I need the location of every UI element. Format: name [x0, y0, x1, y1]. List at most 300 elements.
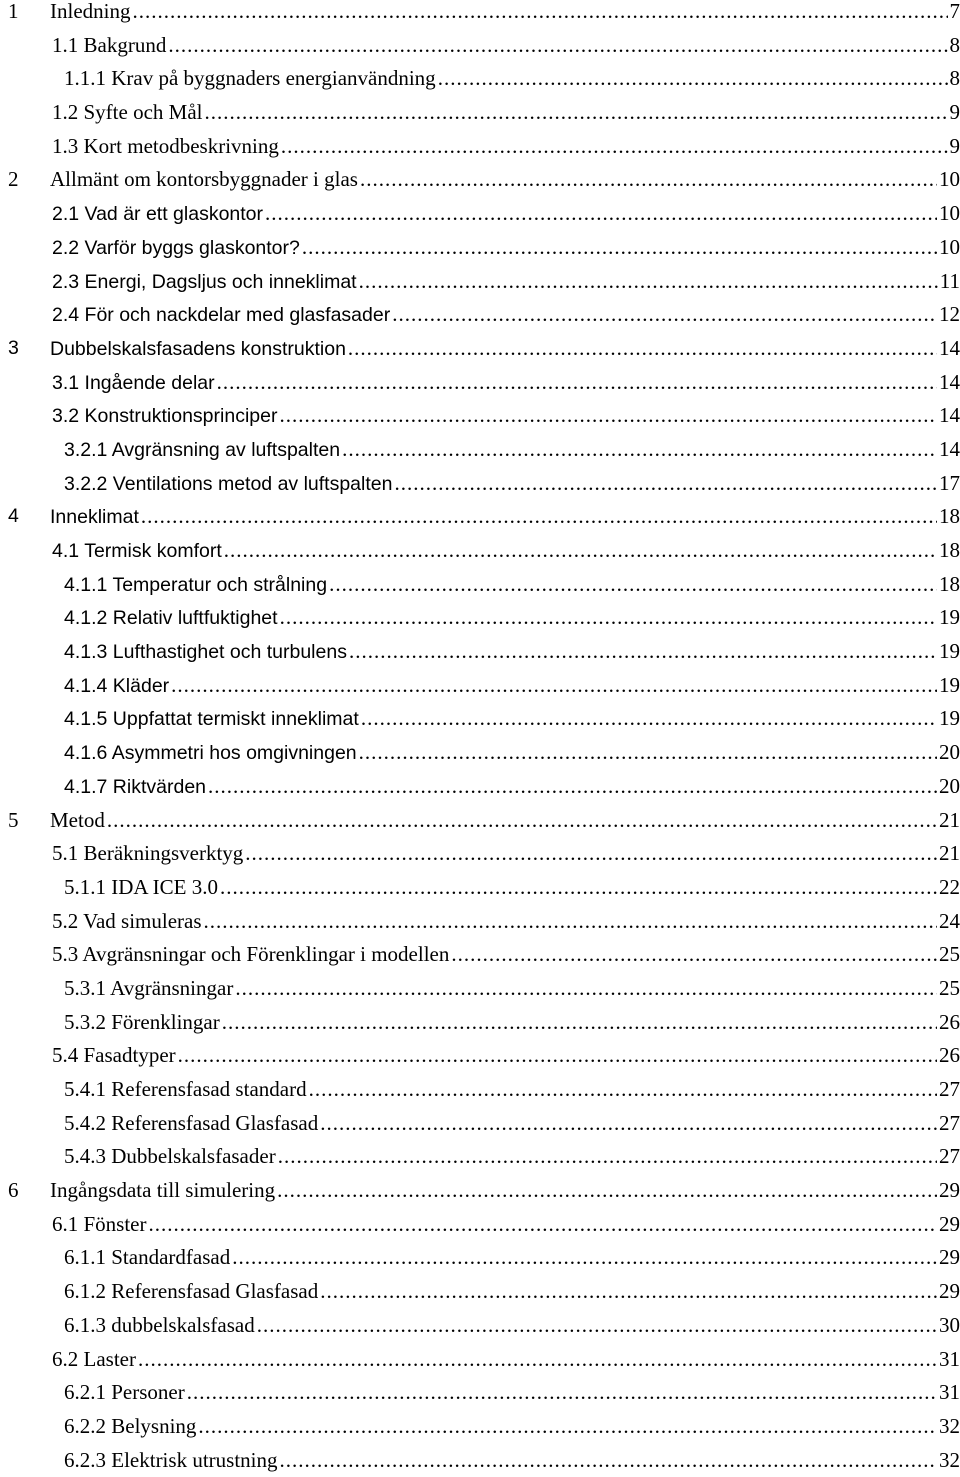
toc-page-number: 29	[937, 1241, 960, 1275]
toc-page-number: 19	[937, 669, 960, 703]
toc-entry-line	[64, 62, 960, 96]
toc-page-number: 20	[937, 770, 960, 804]
toc-page-number: 17	[937, 467, 960, 501]
toc-entry-title	[52, 96, 204, 130]
toc-entry[interactable]	[0, 96, 960, 130]
toc-entry-number: 4.1.7	[64, 776, 107, 798]
toc-entry-title	[64, 468, 394, 502]
toc-leader-dots	[204, 96, 947, 130]
toc-entry-number: 1.3	[52, 134, 78, 158]
toc-page-number: 14	[937, 399, 960, 433]
toc-entry[interactable]	[0, 1208, 960, 1242]
toc-page-number: 25	[937, 938, 960, 972]
toc-entry-title	[64, 1006, 222, 1040]
toc-leader-dots	[394, 467, 937, 501]
toc-entry-title	[64, 1107, 320, 1141]
toc-entry[interactable]	[0, 601, 960, 635]
toc-entry-number: 5.4.3	[64, 1144, 106, 1168]
toc-page-number: 20	[937, 736, 960, 770]
toc-entry-title-text: Temperatur och strålning	[112, 574, 327, 596]
toc-entry-title-text: Dubbelskalsfasader	[111, 1144, 275, 1168]
toc-entry-line	[64, 1410, 960, 1444]
toc-entry-title-text: Ingående delar	[85, 372, 215, 394]
toc-entry-title	[52, 1208, 149, 1242]
toc-entry-line	[50, 0, 960, 29]
toc-leader-dots	[309, 1073, 937, 1107]
toc-entry-number: 2	[8, 163, 19, 197]
toc-page-number: 27	[937, 1107, 960, 1141]
toc-entry-number: 6	[8, 1174, 19, 1208]
toc-entry-line	[64, 770, 960, 805]
toc-entry[interactable]	[0, 231, 960, 265]
toc-entry-title	[64, 670, 171, 704]
toc-entry-number: 6.2	[52, 1347, 78, 1371]
toc-entry-title	[64, 1309, 257, 1343]
toc-entry-number: 6.1.3	[64, 1313, 106, 1337]
toc-entry-line	[52, 534, 960, 569]
toc-leader-dots	[235, 972, 937, 1006]
toc-entry-number: 4.1.2	[64, 607, 107, 629]
toc-leader-dots	[224, 534, 937, 568]
toc-entry-title-text: Kort metodbeskrivning	[84, 134, 279, 158]
toc-entry[interactable]	[0, 0, 960, 29]
toc-entry-title-text: Termisk komfort	[84, 540, 222, 562]
toc-entry-number: 3.2.1	[64, 439, 107, 461]
toc-entry-number: 1.1	[52, 33, 78, 57]
toc-page-number: 26	[937, 1006, 960, 1040]
toc-entry[interactable]	[0, 366, 960, 400]
toc-leader-dots	[149, 1208, 938, 1242]
toc-entry-title-text: Konstruktionsprinciper	[85, 405, 278, 427]
toc-entry[interactable]	[0, 265, 960, 299]
toc-entry-title	[52, 198, 265, 232]
toc-entry-line	[64, 568, 960, 603]
toc-entry-title	[52, 266, 359, 300]
toc-entry-number: 5	[8, 804, 19, 838]
toc-entry-line	[64, 635, 960, 670]
toc-leader-dots	[359, 736, 937, 770]
toc-leader-dots	[281, 130, 948, 164]
toc-entry-line	[64, 1376, 960, 1410]
toc-entry-number: 4.1.3	[64, 641, 107, 663]
toc-page-number: 18	[937, 500, 960, 534]
toc-entry-title-text: dubbelskalsfasad	[111, 1313, 254, 1337]
toc-entry[interactable]	[0, 568, 960, 602]
toc-leader-dots	[349, 635, 937, 669]
toc-entry-line	[64, 433, 960, 468]
toc-entry-line	[64, 1006, 960, 1040]
toc-entry-line	[50, 804, 960, 838]
toc-entry-title: Inneklimat	[50, 501, 141, 535]
toc-entry-title-text: Referensfasad Glasfasad	[111, 1111, 318, 1135]
toc-entry-title-text: Beräkningsverktyg	[84, 841, 244, 865]
toc-leader-dots	[245, 837, 937, 871]
toc-page-number: 25	[937, 972, 960, 1006]
toc-entry-number: 6.2.1	[64, 1380, 106, 1404]
toc-entry[interactable]	[0, 62, 960, 96]
toc-entry-title	[52, 905, 204, 939]
toc-entry-number: 4.1.6	[64, 742, 107, 764]
toc-entry[interactable]	[0, 1444, 960, 1477]
toc-entry-title-text: Energi, Dagsljus och inneklimat	[85, 271, 357, 293]
toc-entry-title-text: Förenklingar	[111, 1010, 219, 1034]
toc-page-number: 32	[937, 1444, 960, 1477]
toc-entry-title-text: Avgränsning av luftspalten	[112, 439, 340, 461]
toc-entry-title-text: Krav på byggnaders energianvändning	[111, 66, 435, 90]
toc-entry-line	[64, 736, 960, 771]
toc-entry-title: Ingångsdata till simulering	[50, 1174, 277, 1208]
toc-entry-title	[64, 871, 220, 905]
toc-entry-line	[64, 972, 960, 1006]
toc-entry[interactable]	[0, 669, 960, 703]
toc-entry-title: Allmänt om kontorsbyggnader i glas	[50, 163, 360, 197]
toc-entry-title-text: Referensfasad Glasfasad	[111, 1279, 318, 1303]
toc-entry-number: 3.2.2	[64, 473, 107, 495]
toc-entry-number: 3	[8, 332, 19, 366]
toc-entry-title	[52, 400, 279, 434]
toc-leader-dots	[320, 1275, 937, 1309]
toc-entry[interactable]	[0, 298, 960, 332]
toc-entry[interactable]	[0, 1039, 960, 1073]
toc-leader-dots	[302, 231, 937, 265]
toc-entry-title	[52, 938, 451, 972]
toc-leader-dots	[342, 433, 937, 467]
toc-page-number: 22	[937, 871, 960, 905]
toc-entry-title	[52, 232, 302, 266]
toc-page-number: 11	[938, 265, 960, 299]
toc-entry[interactable]	[0, 837, 960, 871]
toc-leader-dots	[217, 366, 937, 400]
toc-entry[interactable]	[0, 871, 960, 905]
toc-entry-title-text: Referensfasad standard	[111, 1077, 306, 1101]
toc-entry-number: 5.1	[52, 841, 78, 865]
toc-entry-number: 1.1.1	[64, 66, 106, 90]
toc-entry-title	[64, 1410, 198, 1444]
toc-entry[interactable]	[0, 1140, 960, 1174]
toc-leader-dots	[257, 1309, 937, 1343]
toc-entry[interactable]	[0, 1343, 960, 1377]
toc-entry-title	[64, 434, 342, 468]
toc-entry-number: 1	[8, 0, 19, 29]
toc-entry-line	[52, 938, 960, 972]
toc-leader-dots	[280, 1444, 938, 1477]
toc-entry[interactable]	[0, 467, 960, 501]
toc-entry-line	[52, 1208, 960, 1242]
toc-entry-title-text: Laster	[84, 1347, 136, 1371]
toc-entry-title-text: Riktvärden	[113, 776, 206, 798]
toc-entry-number: 3.1	[52, 372, 79, 394]
toc-entry-number: 3.2	[52, 405, 79, 427]
toc-entry-title-text: Elektrisk utrustning	[111, 1448, 277, 1472]
toc-entry[interactable]	[0, 770, 960, 804]
toc-leader-dots	[198, 1410, 937, 1444]
toc-page-number: 12	[937, 298, 960, 332]
toc-entry[interactable]	[0, 197, 960, 231]
toc-entry-title-text: Personer	[111, 1380, 184, 1404]
toc-leader-dots	[138, 1343, 937, 1377]
toc-entry-title-text: Belysning	[111, 1414, 196, 1438]
toc-entry-number: 5.4.2	[64, 1111, 106, 1135]
toc-entry-line	[52, 1039, 960, 1073]
toc-entry-line	[64, 1309, 960, 1343]
toc-entry-title-text: Avgränsningar	[110, 976, 233, 1000]
toc-entry-title	[64, 1073, 309, 1107]
toc-entry-number: 6.2.2	[64, 1414, 106, 1438]
toc-entry-title	[64, 703, 361, 737]
toc-leader-dots	[222, 1006, 937, 1040]
toc-entry-line	[52, 231, 960, 266]
toc-entry-number: 2.2	[52, 237, 79, 259]
toc-entry-line	[52, 197, 960, 232]
toc-page-number: 9	[948, 130, 960, 164]
toc-entry[interactable]	[0, 938, 960, 972]
toc-entry-title	[52, 29, 168, 63]
toc-page-number: 8	[948, 29, 960, 63]
toc-entry-number: 2.4	[52, 304, 79, 326]
toc-page-number: 19	[937, 702, 960, 736]
toc-entry-title-text: Vad är ett glaskontor	[85, 203, 264, 225]
toc-entry[interactable]	[0, 399, 960, 433]
toc-entry-title	[64, 771, 208, 805]
toc-entry-line	[64, 601, 960, 636]
toc-entry-title	[52, 130, 281, 164]
toc-entry-number: 5.3.1	[64, 976, 106, 1000]
toc-entry-number: 6.2.3	[64, 1448, 106, 1472]
toc-entry[interactable]	[0, 1107, 960, 1141]
toc-entry-title-text: Uppfattat termiskt inneklimat	[113, 708, 359, 730]
toc-entry-number: 6.1.2	[64, 1279, 106, 1303]
toc-page-number: 19	[937, 601, 960, 635]
toc-entry-number: 5.1.1	[64, 875, 106, 899]
toc-entry[interactable]	[0, 635, 960, 669]
toc-leader-dots	[320, 1107, 937, 1141]
toc-page-number: 14	[937, 332, 960, 366]
toc-entry[interactable]	[0, 500, 960, 534]
toc-entry-line	[52, 130, 960, 164]
toc-entry-title-text: För och nackdelar med glasfasader	[85, 304, 391, 326]
toc-entry-number: 4.1.4	[64, 675, 107, 697]
toc-page-number: 31	[937, 1343, 960, 1377]
toc-entry[interactable]	[0, 1073, 960, 1107]
toc-entry[interactable]	[0, 736, 960, 770]
toc-entry[interactable]	[0, 1376, 960, 1410]
toc-entry-line	[50, 500, 960, 535]
toc-entry-title	[64, 569, 329, 603]
toc-entry-title	[52, 1343, 138, 1377]
toc-entry-line	[52, 29, 960, 63]
toc-entry-title: Inledning	[50, 0, 132, 29]
toc-leader-dots	[277, 1174, 937, 1208]
toc-entry-line	[52, 905, 960, 939]
toc-entry-title: Metod	[50, 804, 107, 838]
toc-leader-dots	[107, 804, 937, 838]
toc-entry-number: 5.3	[52, 942, 78, 966]
toc-page-number: 8	[948, 62, 960, 96]
toc-leader-dots	[132, 0, 947, 29]
toc-entry-number: 4.1.5	[64, 708, 107, 730]
toc-entry[interactable]	[0, 332, 960, 366]
toc-entry-title	[52, 535, 224, 569]
toc-entry-number: 5.3.2	[64, 1010, 106, 1034]
toc-page-number: 9	[948, 96, 960, 130]
toc-leader-dots	[220, 871, 937, 905]
toc-entry-number: 5.4.1	[64, 1077, 106, 1101]
toc-leader-dots	[278, 1140, 937, 1174]
toc-entry[interactable]	[0, 1006, 960, 1040]
toc-entry-title	[64, 1444, 280, 1477]
toc-leader-dots	[204, 905, 937, 939]
toc-leader-dots	[178, 1039, 937, 1073]
toc-page-number: 18	[937, 568, 960, 602]
toc-entry[interactable]	[0, 1275, 960, 1309]
toc-leader-dots	[329, 568, 937, 602]
toc-entry-number: 5.4	[52, 1043, 78, 1067]
toc-entry-title	[64, 62, 438, 96]
toc-leader-dots	[208, 770, 937, 804]
toc-entry-title	[64, 1376, 187, 1410]
toc-entry-title-text: Avgränsningar och Förenklingar i modellen	[82, 942, 449, 966]
toc-page-number: 21	[937, 837, 960, 871]
toc-entry-title	[52, 837, 245, 871]
toc-entry-title-text: Ventilations metod av luftspalten	[113, 473, 393, 495]
toc-page-number: 29	[937, 1174, 960, 1208]
toc-page-number: 10	[937, 231, 960, 265]
toc-entry-line	[64, 871, 960, 905]
toc-leader-dots	[392, 298, 937, 332]
toc-entry-title	[64, 1140, 278, 1174]
toc-leader-dots	[279, 399, 937, 433]
toc-entry[interactable]	[0, 1309, 960, 1343]
toc-entry-line	[50, 163, 960, 197]
toc-entry-number: 4	[8, 500, 19, 534]
toc-entry-title	[52, 299, 392, 333]
toc-page-number: 24	[937, 905, 960, 939]
toc-entry-number: 6.1	[52, 1212, 78, 1236]
toc-page-number: 7	[948, 0, 960, 29]
toc-entry-title-text: Fasadtyper	[84, 1043, 176, 1067]
toc-entry-line	[52, 1343, 960, 1377]
toc-leader-dots	[451, 938, 937, 972]
toc-entry[interactable]	[0, 1410, 960, 1444]
toc-entry-line	[52, 399, 960, 434]
toc-entry[interactable]	[0, 905, 960, 939]
toc-leader-dots	[168, 29, 947, 63]
toc-entry-title-text: Vad simuleras	[83, 909, 201, 933]
toc-entry-line	[64, 702, 960, 737]
toc-leader-dots	[187, 1376, 937, 1410]
toc-entry-number: 5.2	[52, 909, 78, 933]
toc-entry-title	[52, 367, 217, 401]
toc-entry-number: 4.1.1	[64, 574, 107, 596]
toc-entry-line	[52, 837, 960, 871]
toc-entry-title-text: Syfte och Mål	[84, 100, 203, 124]
toc-leader-dots	[232, 1241, 937, 1275]
toc-entry[interactable]	[0, 163, 960, 197]
toc-entry-title: Dubbelskalsfasadens konstruktion	[50, 333, 348, 367]
toc-page-number: 27	[937, 1140, 960, 1174]
toc-page-number: 14	[937, 433, 960, 467]
toc-entry[interactable]	[0, 1241, 960, 1275]
toc-entry-title	[52, 1039, 178, 1073]
toc-entry[interactable]	[0, 433, 960, 467]
toc-entry-title	[64, 737, 359, 771]
toc-entry-line	[64, 1275, 960, 1309]
toc-entry-title	[64, 602, 280, 636]
toc-page-number: 26	[937, 1039, 960, 1073]
toc-page-number: 32	[937, 1410, 960, 1444]
toc-entry[interactable]	[0, 972, 960, 1006]
toc-leader-dots	[360, 163, 937, 197]
toc-entry[interactable]	[0, 29, 960, 63]
toc-page-number: 29	[937, 1275, 960, 1309]
toc-page-number: 10	[937, 163, 960, 197]
toc-entry-line	[64, 1444, 960, 1477]
toc-entry-number: 1.2	[52, 100, 78, 124]
toc-entry-title-text: Asymmetri hos omgivningen	[112, 742, 357, 764]
toc-leader-dots	[438, 62, 948, 96]
toc-entry-number: 2.3	[52, 271, 79, 293]
toc-entry[interactable]	[0, 534, 960, 568]
toc-leader-dots	[361, 702, 937, 736]
toc-leader-dots	[359, 265, 938, 299]
toc-entry-title-text: Standardfasad	[111, 1245, 230, 1269]
toc-page-number: 14	[937, 366, 960, 400]
toc-entry-title-text: Bakgrund	[84, 33, 167, 57]
toc-page-number: 21	[937, 804, 960, 838]
toc-entry-line	[64, 1073, 960, 1107]
toc-entry-line	[64, 1140, 960, 1174]
toc-entry[interactable]	[0, 804, 960, 838]
toc-entry-title	[64, 972, 235, 1006]
toc-entry-line	[64, 669, 960, 704]
toc-page-number: 18	[937, 534, 960, 568]
toc-page-number: 31	[937, 1376, 960, 1410]
toc-entry-title-text: Varför byggs glaskontor?	[85, 237, 300, 259]
toc-leader-dots	[348, 332, 937, 366]
toc-entry-line	[52, 96, 960, 130]
toc-entry-number: 2.1	[52, 203, 79, 225]
toc-entry[interactable]	[0, 702, 960, 736]
toc-entry-title-text: Kläder	[113, 675, 169, 697]
toc-entry[interactable]	[0, 130, 960, 164]
toc-page-number: 27	[937, 1073, 960, 1107]
toc-leader-dots	[141, 500, 937, 534]
toc-entry-line	[52, 366, 960, 401]
toc-entry-title-text: Lufthastighet och turbulens	[113, 641, 347, 663]
toc-entry-title-text: Relativ luftfuktighet	[113, 607, 278, 629]
toc-entry-line	[64, 467, 960, 502]
toc-entry-title	[64, 1275, 320, 1309]
toc-entry-title-text: Fönster	[84, 1212, 147, 1236]
toc-page-number: 29	[937, 1208, 960, 1242]
toc-entry-line	[64, 1107, 960, 1141]
toc-page-number: 10	[937, 197, 960, 231]
toc-entry-line	[52, 265, 960, 300]
toc-leader-dots	[280, 601, 937, 635]
toc-entry[interactable]	[0, 1174, 960, 1208]
toc-entry-title-text: IDA ICE 3.0	[111, 875, 218, 899]
toc-entry-line	[64, 1241, 960, 1275]
toc-leader-dots	[265, 197, 937, 231]
toc-entry-title	[64, 636, 349, 670]
toc-entry-line	[52, 298, 960, 333]
toc-leader-dots	[171, 669, 937, 703]
toc-entry-line	[50, 1174, 960, 1208]
toc-page-number: 30	[937, 1309, 960, 1343]
toc-entry-title	[64, 1241, 232, 1275]
toc-entry-line	[50, 332, 960, 367]
toc-page-number: 19	[937, 635, 960, 669]
